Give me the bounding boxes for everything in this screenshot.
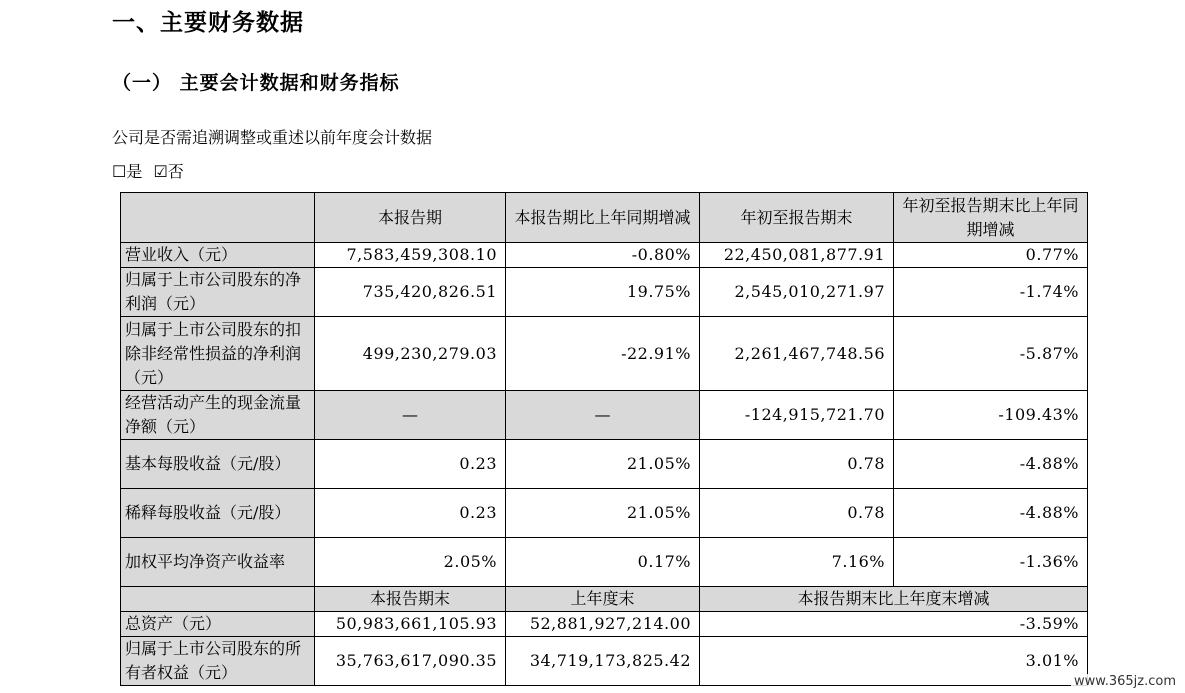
table-row [121,538,1088,587]
value-cell: 50,983,661,105.93 [315,612,506,637]
value-cell: 19.75% [506,268,700,317]
value-cell: 2.05% [315,538,506,587]
value-cell: -5.87% [894,317,1088,391]
row-label: 归属于上市公司股东的扣除非经常性损益的净利润（元） [121,317,315,391]
subsection-heading: （一） 主要会计数据和财务指标 [112,72,400,94]
row-label: 基本每股收益（元/股） [121,440,315,489]
option-no-checkbox[interactable]: ☑否 [153,162,184,181]
value-cell: 2,545,010,271.97 [700,268,894,317]
row-label: 加权平均净资产收益率 [121,538,315,587]
row-label: 归属于上市公司股东的所有者权益（元） [121,637,315,686]
header-corner-cell [121,587,315,612]
table-row [121,440,1088,489]
header-cell: 上年度末 [506,587,700,612]
value-cell: 0.78 [700,440,894,489]
row-label: 总资产（元） [121,612,315,637]
value-cell: 735,420,826.51 [315,268,506,317]
value-cell: -4.88% [894,440,1088,489]
header-cell: 本报告期末 [315,587,506,612]
value-cell: 7,583,459,308.10 [315,243,506,268]
table-row [121,612,1088,637]
value-cell: — [315,391,506,440]
value-cell: 0.23 [315,489,506,538]
table-row [121,489,1088,538]
value-cell: 35,763,617,090.35 [315,637,506,686]
header-cell: 年初至报告期末比上年同期增减 [894,193,1088,243]
value-cell: 0.78 [700,489,894,538]
row-label: 经营活动产生的现金流量净额（元） [121,391,315,440]
value-cell: 22,450,081,877.91 [700,243,894,268]
value-cell: -22.91% [506,317,700,391]
value-cell: 21.05% [506,440,700,489]
value-cell: -109.43% [894,391,1088,440]
value-cell: 3.01% [700,637,1088,686]
value-cell: 0.17% [506,538,700,587]
table-row [121,268,1088,317]
value-cell: -1.36% [894,538,1088,587]
restatement-options [112,159,190,182]
header-cell: 本报告期末比上年度末增减 [700,587,1088,612]
financial-data-table [120,192,1088,686]
table-row [121,637,1088,686]
value-cell: -3.59% [700,612,1088,637]
value-cell: 7.16% [700,538,894,587]
table-row [121,317,1088,391]
value-cell: 34,719,173,825.42 [506,637,700,686]
option-yes-checkbox[interactable]: ☐是 [112,162,143,181]
table-row [121,391,1088,440]
table-row [121,243,1088,268]
value-cell: -4.88% [894,489,1088,538]
value-cell: — [506,391,700,440]
row-label: 稀释每股收益（元/股） [121,489,315,538]
table-header-row [121,193,1088,243]
table-header-row-2 [121,587,1088,612]
value-cell: 52,881,927,214.00 [506,612,700,637]
watermark: www.365jz.com [1071,674,1179,689]
value-cell: 499,230,279.03 [315,317,506,391]
header-corner-cell [121,193,315,243]
value-cell: 21.05% [506,489,700,538]
value-cell: -1.74% [894,268,1088,317]
row-label: 营业收入（元） [121,243,315,268]
row-label: 归属于上市公司股东的净利润（元） [121,268,315,317]
value-cell: -124,915,721.70 [700,391,894,440]
value-cell: 0.77% [894,243,1088,268]
value-cell: -0.80% [506,243,700,268]
restatement-question: 公司是否需追溯调整或重述以前年度会计数据 [112,128,433,147]
header-cell: 本报告期 [315,193,506,243]
value-cell: 0.23 [315,440,506,489]
header-cell: 年初至报告期末 [700,193,894,243]
value-cell: 2,261,467,748.56 [700,317,894,391]
header-cell: 本报告期比上年同期增减 [506,193,700,243]
section-heading: 一、主要财务数据 [112,10,304,36]
